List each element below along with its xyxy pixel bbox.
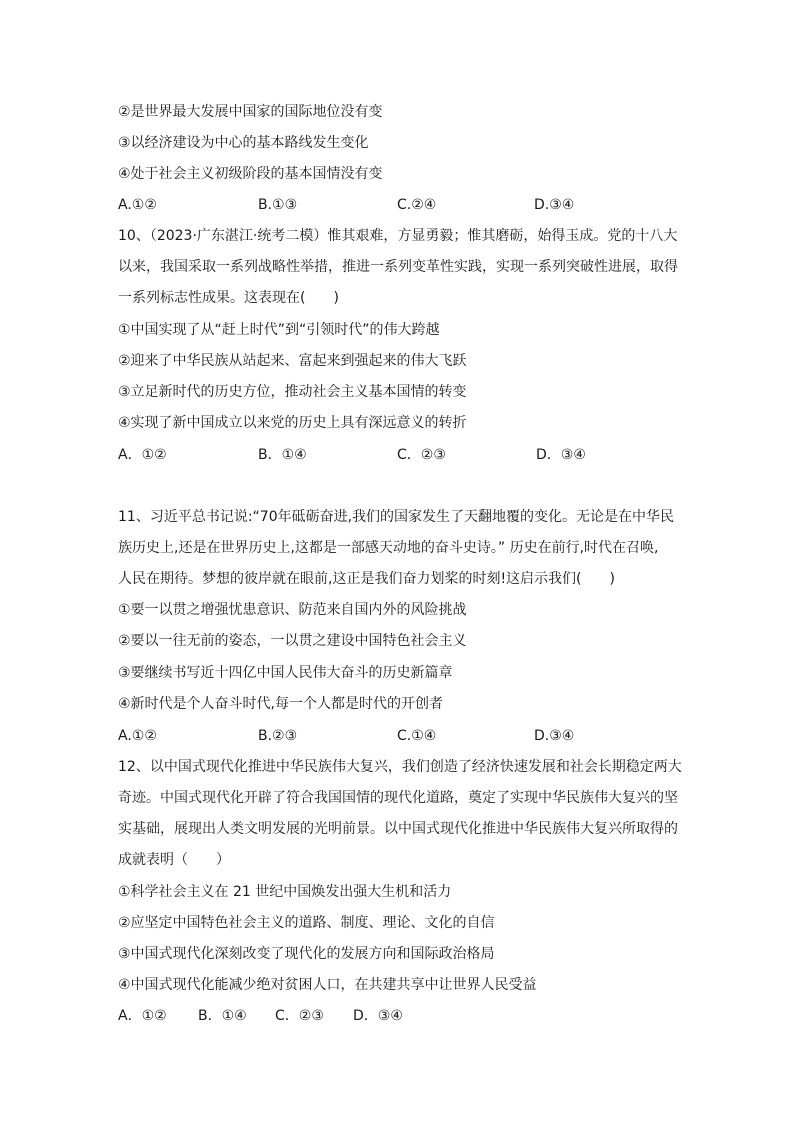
q10-option-1: ①中国实现了从“赶上时代”到“引领时代”的伟大跨越 [118, 322, 440, 338]
q12-stem-line: 成就表明（ ） [118, 852, 230, 868]
q9-answer-choices [118, 195, 678, 215]
q12-answer-choices [118, 1006, 678, 1026]
q11-option-2: ②要以一往无前的姿态，一以贯之建设中国特色社会主义 [118, 633, 467, 649]
q10-option-2: ②迎来了中华民族从站起来、富起来到强起来的伟大飞跃 [118, 353, 467, 369]
q12-choice-b: B．①④ [198, 1008, 247, 1024]
q12-choice-c: C．②③ [275, 1008, 324, 1024]
q10-choice-b: B．①④ [258, 447, 307, 463]
q11-choice-c: C.①④ [397, 728, 437, 744]
q12-choice-d: D．③④ [353, 1008, 403, 1024]
q11-stem-line: 族历史上,还是在世界历史上,这都是一部感天动地的奋斗史诗。” 历史在前行,时代在召唤, [118, 540, 659, 556]
q10-stem-line: 以来，我国采取一系列战略性举措，推进一系列变革性实践，实现一系列突破性进展，取得 [118, 259, 678, 275]
q10-option-3: ③立足新时代的历史方位，推动社会主义基本国情的转变 [118, 384, 467, 400]
q10-answer-choices [118, 445, 678, 465]
q12-stem-line: 奇迹。中国式现代化开辟了符合我国国情的现代化道路，奠定了实现中华民族伟大复兴的坚 [118, 790, 678, 806]
q12-option-3: ③中国式现代化深刻改变了现代化的发展方向和国际政治格局 [118, 946, 495, 962]
q12-option-2: ②应坚定中国特色社会主义的道路、制度、理论、文化的自信 [118, 915, 495, 931]
q11-stem-line: 人民在期待。梦想的彼岸就在眼前,这正是我们奋力划桨的时刻!这启示我们( ) [118, 571, 615, 587]
q9-choice-b: B.①③ [258, 197, 298, 213]
q12-choice-a: A．①② [118, 1008, 167, 1024]
q12-stem-line: 12、以中国式现代化推进中华民族伟大复兴，我们创造了经济快速发展和社会长期稳定两大 [118, 759, 682, 775]
q11-choice-a: A.①② [118, 728, 157, 744]
q10-choice-a: A．①② [118, 447, 167, 463]
q11-option-4: ④新时代是个人奋斗时代,每一个人都是时代的开创者 [118, 696, 443, 712]
q9-option-2: ②是世界最大发展中国家的国际地位没有变 [118, 104, 383, 120]
q10-stem-line: 10、（2023·广东湛江·统考二模）惟其艰难，方显勇毅；惟其磨砺，始得玉成。党的十八大 [118, 228, 678, 244]
q12-option-1: ①科学社会主义在 21 世纪中国焕发出强大生机和活力 [118, 884, 452, 900]
q12-stem-line: 实基础，展现出人类文明发展的光明前景。以中国式现代化推进中华民族伟大复兴所取得的 [118, 821, 678, 837]
q9-option-3: ③以经济建设为中心的基本路线发生变化 [118, 135, 369, 151]
q11-choice-d: D.③④ [534, 728, 575, 744]
q10-choice-c: C．②③ [397, 447, 446, 463]
q9-choice-d: D.③④ [534, 197, 575, 213]
q11-option-3: ③要继续书写近十四亿中国人民伟大奋斗的历史新篇章 [118, 665, 453, 681]
q12-option-4: ④中国式现代化能减少绝对贫困人口，在共建共享中让世界人民受益 [118, 977, 537, 993]
q10-choice-d: D．③④ [536, 447, 586, 463]
q9-option-4: ④处于社会主义初级阶段的基本国情没有变 [118, 166, 383, 182]
q11-answer-choices [118, 726, 678, 746]
q11-option-1: ①要一以贯之增强忧患意识、防范来自国内外的风险挑战 [118, 602, 467, 618]
q11-stem-line: 11、习近平总书记说:“70年砥砺奋进,我们的国家发生了天翻地覆的变化。无论是在中华民 [118, 509, 675, 525]
q9-choice-c: C.②④ [397, 197, 437, 213]
q10-option-4: ④实现了新中国成立以来党的历史上具有深远意义的转折 [118, 415, 467, 431]
q10-stem-line: 一系列标志性成果。这表现在( ) [118, 290, 339, 306]
q11-choice-b: B.②③ [258, 728, 298, 744]
q9-choice-a: A.①② [118, 197, 157, 213]
